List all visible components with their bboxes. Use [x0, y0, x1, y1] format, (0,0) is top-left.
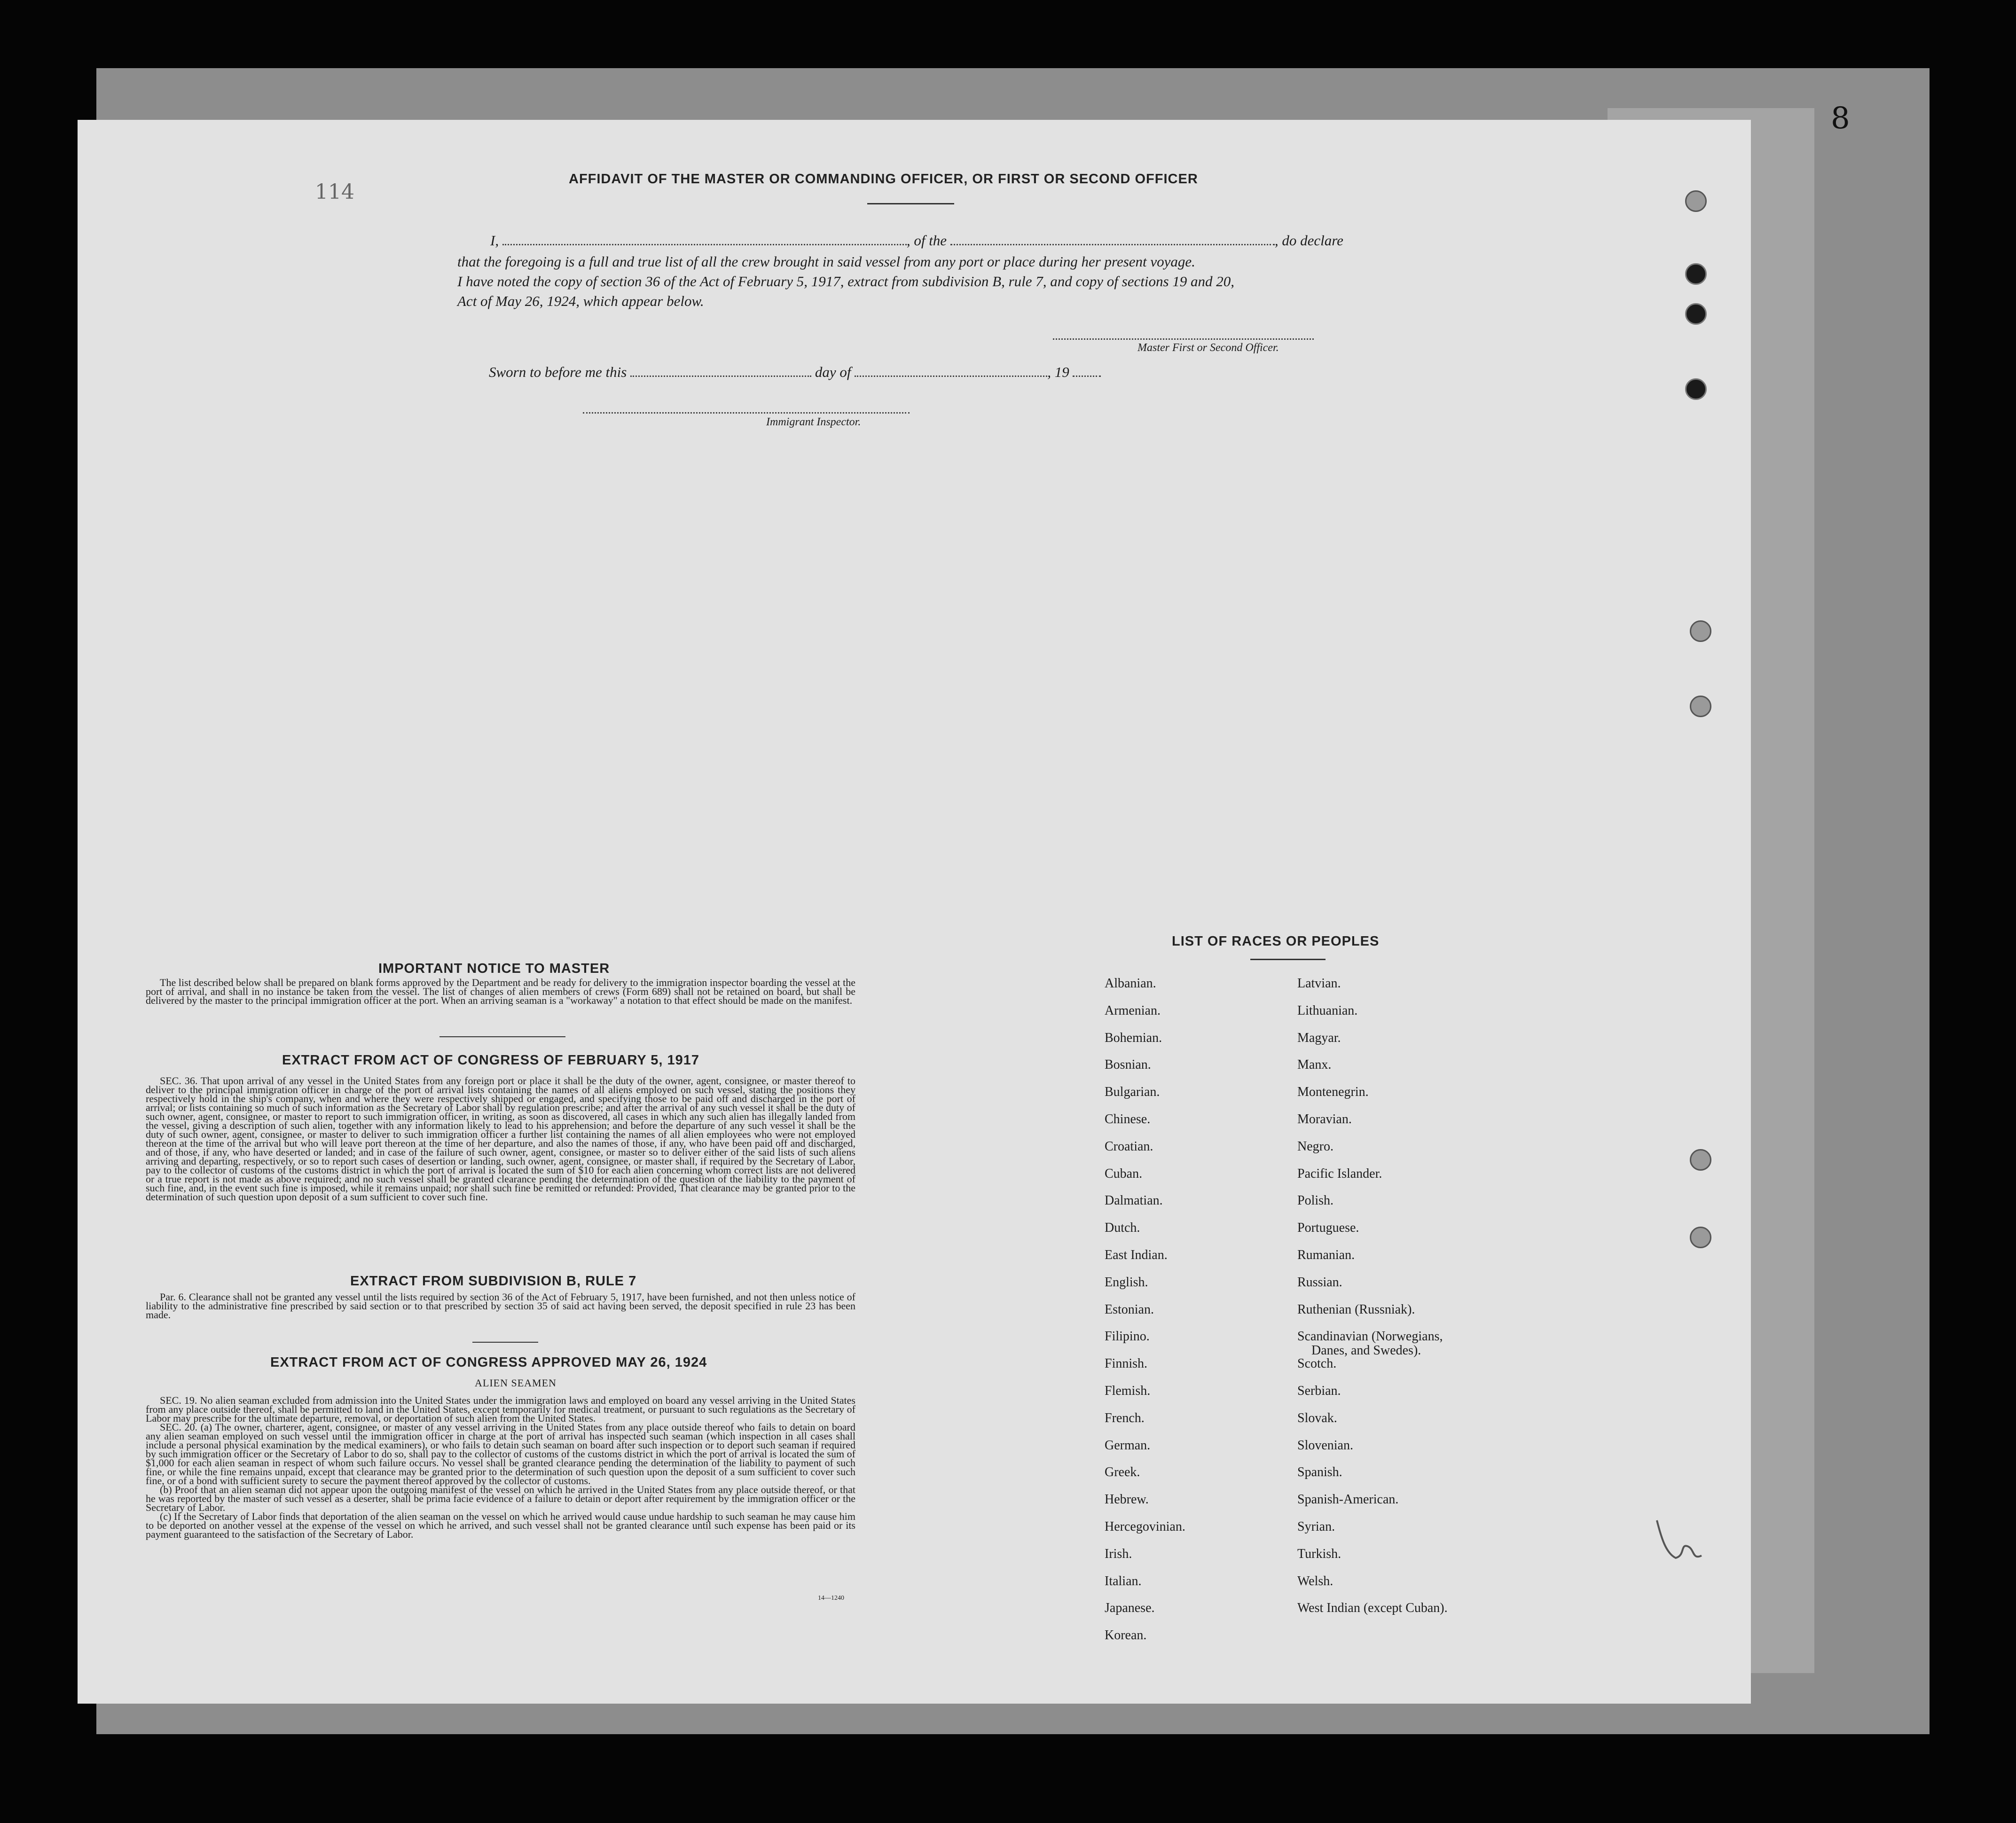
sworn-b: day of [815, 364, 851, 380]
race-item: Bosnian. [1105, 1057, 1151, 1072]
race-item: English. [1105, 1275, 1148, 1290]
race-item: Spanish. [1297, 1465, 1342, 1480]
race-item: French. [1105, 1410, 1145, 1425]
handwritten-pencil-mark [1647, 1511, 1713, 1572]
race-item: Portuguese. [1297, 1221, 1359, 1236]
race-item: Ruthenian (Russniak). [1297, 1302, 1415, 1317]
race-item: Latvian. [1297, 976, 1341, 991]
affidavit-page [78, 120, 1751, 1704]
master-signature-line [1053, 338, 1314, 340]
punch-hole [1685, 378, 1707, 400]
race-item: Armenian. [1105, 1003, 1161, 1018]
race-item: Manx. [1297, 1057, 1332, 1072]
punch-hole [1685, 303, 1707, 325]
race-item: Korean. [1105, 1628, 1147, 1643]
affidavit-line-4: Act of May 26, 1924, which appear below. [457, 293, 704, 309]
race-item: Estonian. [1105, 1302, 1154, 1317]
sec20c-text: (c) If the Secretary of Labor finds that deportation of the alien seaman on the vessel on which he arrived would cause undue hardship to such seaman he may cause him to be deported on another vessel at the expense of the vessel on which he arrived, and such vessel shall not be granted clearance until such expense has been paid or its payment guaranteed to the satisfaction of the Secretary of Labor. [146, 1510, 855, 1540]
race-item: West Indian (except Cuban). [1297, 1601, 1448, 1616]
race-item: Filipino. [1105, 1329, 1150, 1344]
sec19-text: SEC. 19. No alien seaman excluded from admission into the United States under the immigration laws and employed on board any vessel arriving in the United States from any place outside thereof, shall be permitted to land in the United States, except temporarily for medical treatment, or pursuant to such regulations as the Secretary of Labor may prescribe for the ultimate departure, removal, or deportation of such alien from the United States. [146, 1394, 855, 1424]
punch-hole [1690, 620, 1711, 642]
race-item: Polish. [1297, 1193, 1334, 1208]
race-item: Slovak. [1297, 1410, 1337, 1425]
sworn-day-blank [630, 366, 811, 377]
sworn-year-blank [1073, 366, 1101, 377]
sworn-c: , 19 [1047, 364, 1069, 380]
race-item: Negro. [1297, 1139, 1334, 1154]
race-item: Serbian. [1297, 1384, 1341, 1398]
race-item: Spanish-American. [1297, 1492, 1399, 1507]
race-item: Hercegovinian. [1105, 1519, 1185, 1534]
race-item: Albanian. [1105, 976, 1156, 991]
punch-hole [1690, 1227, 1711, 1248]
race-item: Syrian. [1297, 1519, 1335, 1534]
race-item: Montenegrin. [1297, 1085, 1369, 1100]
race-item: Magyar. [1297, 1030, 1341, 1045]
affidavit-title: AFFIDAVIT OF THE MASTER OR COMMANDING OFFICER, OR FIRST OR SECOND OFFICER [569, 172, 1198, 187]
punch-hole [1690, 1149, 1711, 1171]
extract-1917-text: SEC. 36. That upon arrival of any vessel in the United States from any foreign port or place it shall be the duty of the owner, agent, consignee, or master thereof to deliver to the principal immigration officer in charge of the port of arrival lists containing the names of all aliens employed on such vessel, stating the positions they respectively hold in the ship's company, when and where they were respectively shipped or engaged, and specifying those to be paid off and discharged in the port of arrival; or lists containing so much of such information as the Secretary of Labor shall by regulation prescribe; and after the arrival of any such vessel it shall be the duty of such owner, agent, consignee, or master to report to such immigration officer, in writing, as soon as discovered, all cases in which any such alien has illegally landed from the vessel, giving a description of such alien, together with any information likely to lead to his apprehension; and before the departure of any such vessel it shall be the duty of such owner, agent, consignee, or master to deliver to such immigration officer a further list containing the names of all alien employees who were not employed thereon at the time of the arrival but who will leave port thereon at the time of her departure, and also the names of those, if any, who have been paid off and discharged, and of those, if any, who have deserted or landed; and in case of the failure of such owner, agent, consignee, or master so to deliver either of the said lists of such aliens arriving and departing, respectively, or so to report such cases of desertion or landing, such owner, agent, consignee, or master shall, if required by the Secretary of Labor, pay to the collector of customs of the customs district in which the port of arrival is located the sum of $10 for each alien concerning whom correct lists are not delivered or a true report is not made as above required; and no such vessel shall be granted clearance pending the determination of the question of the liability to the payment of such fine, and, in the event such fine is imposed, while it remains unpaid; nor shall such fine be remitted or refunded: Provided, That clearance may be granted prior to the determination of such question upon deposit of a sum sufficient to cover such fine. [146, 1075, 855, 1203]
affidavit-line-1 [490, 230, 1343, 251]
affidavit-l1-c: , do declare [1274, 232, 1343, 249]
affidavit-l1-a: I, [490, 232, 499, 249]
race-item: Welsh. [1297, 1573, 1334, 1588]
race-item: Turkish. [1297, 1546, 1341, 1561]
race-item: Italian. [1105, 1573, 1142, 1588]
race-item: Japanese. [1105, 1601, 1155, 1616]
extract-1924-body [146, 1396, 855, 1539]
race-item: Scandinavian (Norwegians, [1297, 1329, 1443, 1344]
race-item: Croatian. [1105, 1139, 1153, 1154]
affidavit-line-3: I have noted the copy of section 36 of the Act of February 5, 1917, extract from subdivision B, rule 7, and copy of sections 19 and 20, [457, 273, 1235, 289]
name-blank [502, 235, 907, 245]
race-item: Finnish. [1105, 1356, 1148, 1371]
race-item: Bulgarian. [1105, 1085, 1160, 1100]
alien-seamen-subtitle: ALIEN SEAMEN [475, 1377, 557, 1389]
race-item: Pacific Islander. [1297, 1166, 1382, 1181]
notice-text: The list described below shall be prepared on blank forms approved by the Department and be ready for delivery to the immigration inspector boarding the vessel at the port of arrival, and shall in no instance be taken from the vessel. The list of changes of alien members of crews (Form 689) shall not be retained on board, but shall be delivered by the master to the principal immigration officer at the port. When an arriving seaman is a "workaway" a notation to that effect should be made on the manifest. [146, 977, 855, 1006]
race-item: Moravian. [1297, 1112, 1352, 1127]
race-item: Bohemian. [1105, 1030, 1162, 1045]
notice-rule [439, 1036, 565, 1037]
form-number: 14—1240 [818, 1595, 844, 1602]
race-item: Greek. [1105, 1465, 1140, 1480]
vessel-blank [950, 235, 1275, 245]
race-item: Slovenian. [1297, 1438, 1353, 1453]
race-item: Chinese. [1105, 1112, 1151, 1127]
race-item: Dutch. [1105, 1221, 1140, 1236]
rule7-rule [472, 1342, 538, 1343]
punch-hole [1690, 696, 1711, 717]
races-title: LIST OF RACES OR PEOPLES [1172, 934, 1380, 949]
race-item: East Indian. [1105, 1248, 1168, 1262]
inspector-signature-line [583, 412, 910, 414]
notice-title: IMPORTANT NOTICE TO MASTER [378, 961, 610, 976]
handwritten-page-number: 8 [1831, 101, 1850, 136]
race-item: Rumanian. [1297, 1248, 1355, 1262]
race-item: German. [1105, 1438, 1151, 1453]
sworn-line [489, 362, 1101, 383]
title-rule [867, 203, 954, 204]
race-item: Scotch. [1297, 1356, 1337, 1371]
race-item: Hebrew. [1105, 1492, 1149, 1507]
races-rule [1250, 959, 1326, 960]
extract-1917-title: EXTRACT FROM ACT OF CONGRESS OF FEBRUARY 5, 1917 [282, 1053, 700, 1068]
sec20a-text: SEC. 20. (a) The owner, charterer, agent, consignee, or master of any vessel arriving in the United States from any place outside thereof who fails to detain on board any alien seaman employed on such vessel until the immigration officer in charge at the port of arrival has inspected such seaman (which inspection in all cases shall include a personal physical examination by the medical examiners), or who fails to detain such seaman on board after such inspection or to deport such seaman if required by such immigration officer or the Secretary of Labor to do so, shall pay to the collector of customs of the customs district in which the port of arrival is located the sum of $1,000 for each alien seaman in respect of whom such failure occurs. No vessel shall be granted clearance pending the determination of the liability to payment of such fine, or while the fine remains unpaid, except that clearance may be granted prior to the determination of such question upon the deposit of a sum sufficient to cover such fine, or of a bond with sufficient surety to secure the payment thereof approved by the collector of customs. [146, 1421, 855, 1487]
punch-hole [1685, 263, 1707, 285]
race-item: Flemish. [1105, 1384, 1151, 1398]
rule7-text: Par. 6. Clearance shall not be granted any vessel until the lists required by section 36 of the Act of February 5, 1917, have been furnished, and not then unless notice of liability to the administrative fine prescribed by said section or to that prescribed by section 35 of said act having been served, the deposit specified in rule 23 has been made. [146, 1291, 855, 1321]
affidavit-l1-b: , of the [906, 232, 947, 249]
race-item: Danes, and Swedes). [1311, 1343, 1421, 1358]
rule7-title: EXTRACT FROM SUBDIVISION B, RULE 7 [350, 1274, 637, 1289]
race-item: Irish. [1105, 1546, 1132, 1561]
sworn-a: Sworn to before me this [489, 364, 627, 380]
sworn-month-blank [855, 366, 1047, 377]
race-item: Cuban. [1105, 1166, 1143, 1181]
sec20b-text: (b) Proof that an alien seaman did not appear upon the outgoing manifest of the vessel on which he arrived in the United States from any place outside thereof, or that he was reported by the master of such vessel as a deserter, shall be prima facie evidence of a failure to detain or deport after requirement by the immigration officer or the Secretary of Labor. [146, 1484, 855, 1513]
race-item: Lithuanian. [1297, 1003, 1358, 1018]
handwritten-mark: 114 [315, 180, 354, 204]
race-item: Dalmatian. [1105, 1193, 1163, 1208]
punch-hole [1685, 190, 1707, 212]
master-caption: Master First or Second Officer. [1137, 342, 1279, 354]
race-item: Russian. [1297, 1275, 1342, 1290]
inspector-caption: Immigrant Inspector. [766, 416, 861, 428]
extract-1924-title: EXTRACT FROM ACT OF CONGRESS APPROVED MAY 26, 1924 [270, 1355, 707, 1370]
affidavit-line-2: that the foregoing is a full and true list of all the crew brought in said vessel from any port or place during her present voyage. [457, 253, 1195, 270]
